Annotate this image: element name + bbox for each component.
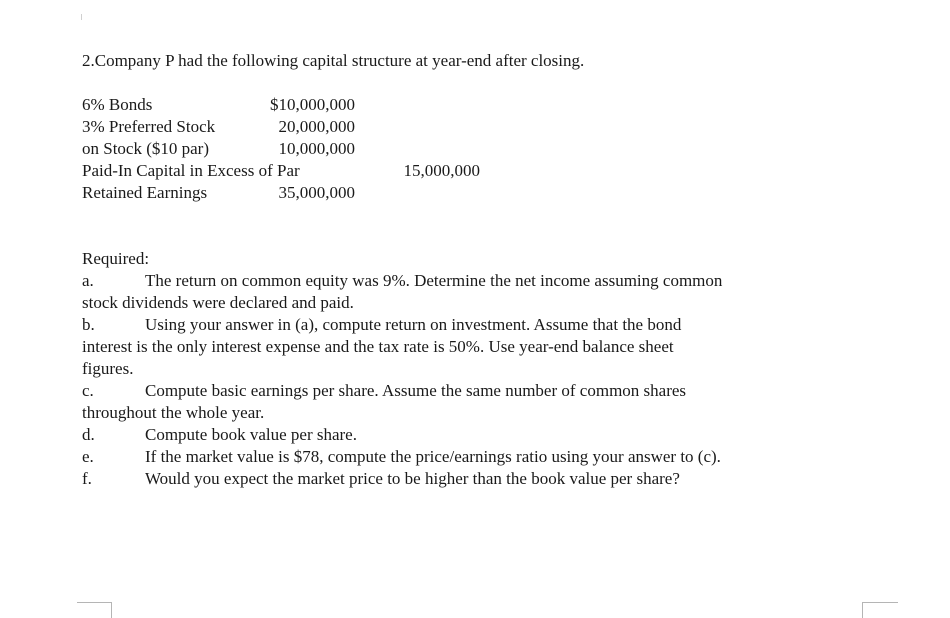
- item-continuation: stock dividends were declared and paid.: [82, 293, 354, 312]
- capital-row-amount: 35,000,000: [278, 183, 355, 202]
- required-label: Required:: [82, 249, 150, 268]
- item-text: If the market value is $78, compute the price/earnings ratio using your answer to (c).: [145, 447, 721, 466]
- capital-row-amount: 10,000,000: [278, 139, 355, 158]
- problem-heading: 2.Company P had the following capital structure at year-end after closing.: [82, 51, 585, 70]
- capital-row-label: on Stock ($10 par): [82, 139, 210, 158]
- item-continuation: figures.: [82, 359, 134, 378]
- item-letter: d.: [82, 425, 95, 444]
- capital-row-extra-amount: 15,000,000: [403, 161, 480, 180]
- bottom-left-crop-mark: [77, 602, 112, 618]
- item-letter: c.: [82, 381, 94, 400]
- item-text: Would you expect the market price to be higher than the book value per share?: [145, 469, 680, 488]
- capital-row-label: Retained Earnings: [82, 183, 208, 202]
- capital-row-label: 6% Bonds: [82, 95, 153, 114]
- item-continuation: throughout the whole year.: [82, 403, 265, 422]
- capital-row-amount: 20,000,000: [278, 117, 355, 136]
- bottom-right-crop-mark: [862, 602, 898, 618]
- item-text: Using your answer in (a), compute return on investment. Assume that the bond: [145, 315, 682, 334]
- capital-row-label: 3% Preferred Stock: [82, 117, 216, 136]
- item-letter: b.: [82, 315, 95, 334]
- capital-row-label: Paid-In Capital in Excess of Par: [82, 161, 300, 180]
- item-letter: f.: [82, 469, 92, 488]
- item-letter: e.: [82, 447, 94, 466]
- item-letter: a.: [82, 271, 94, 290]
- capital-row-amount: $10,000,000: [270, 95, 355, 114]
- top-margin-tick: [81, 14, 82, 20]
- item-text: Compute book value per share.: [145, 425, 357, 444]
- item-continuation: interest is the only interest expense and the tax rate is 50%. Use year-end balance sheet: [82, 337, 674, 356]
- item-text: Compute basic earnings per share. Assume the same number of common shares: [145, 381, 687, 400]
- item-text: The return on common equity was 9%. Determine the net income assuming common: [145, 271, 723, 290]
